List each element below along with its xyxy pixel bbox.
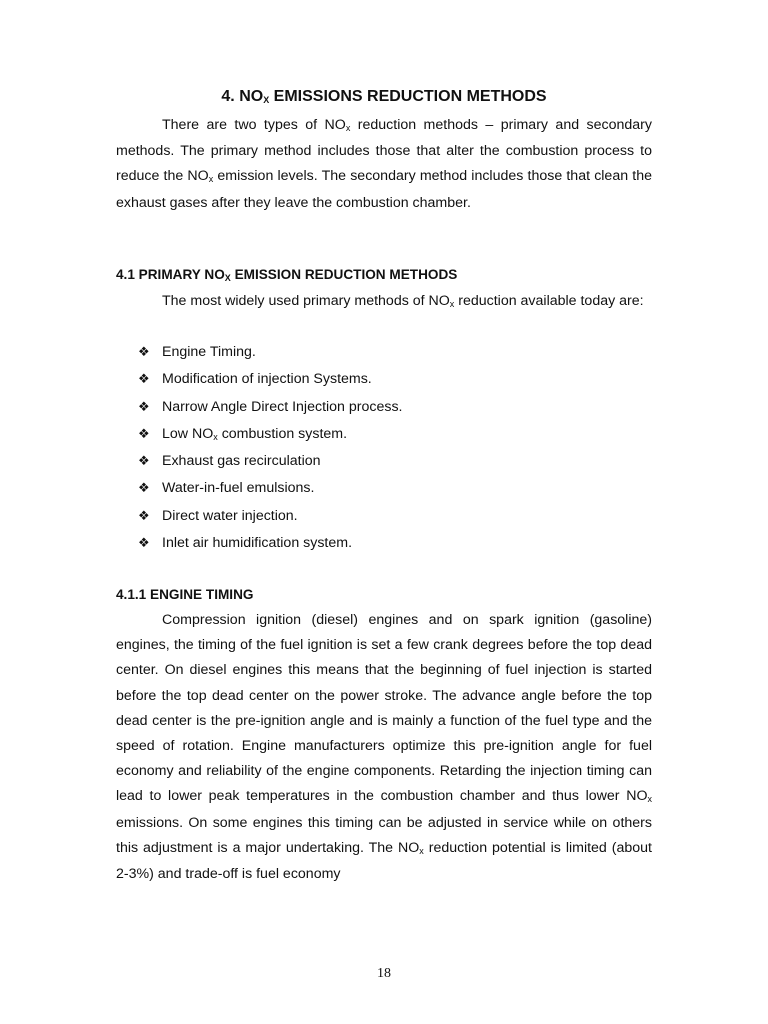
list-item	[116, 531, 652, 558]
intro-text-3: emission levels. The secondary method includes those that clean the exhaust gases after they leave the combustion chamber.	[116, 168, 652, 211]
page-number: 18	[377, 966, 391, 981]
list-item	[116, 504, 652, 531]
list-item-text-suffix: combustion system.	[217, 425, 348, 442]
section-heading-4-1-1: 4.1.1 ENGINE TIMING	[116, 587, 254, 602]
lead-text-1: The most widely used primary methods of NO	[162, 293, 450, 309]
list-item	[116, 476, 652, 503]
bullet-diamond-icon: ❖	[138, 425, 150, 441]
engine-timing-text-2: emissions. On some engines this timing can be adjusted in service while on others this adjustment is a major undertaking. The NO	[116, 814, 652, 856]
engine-timing-subscript-1: x	[647, 794, 652, 805]
heading-4-1-prefix: 4.1 PRIMARY NO	[116, 267, 225, 282]
list-item	[116, 449, 652, 476]
bullet-diamond-icon: ❖	[138, 371, 150, 387]
intro-text-1: There are two types of NO	[162, 117, 346, 133]
section-heading-4-1	[116, 265, 652, 286]
page-title	[116, 86, 652, 109]
engine-timing-subscript-2: x	[419, 845, 424, 856]
title-suffix: EMISSIONS REDUCTION METHODS	[269, 88, 547, 105]
bullet-diamond-icon: ❖	[138, 535, 150, 551]
heading-4-1-subscript: X	[224, 273, 231, 283]
list-item-text: Water-in-fuel emulsions.	[162, 480, 315, 497]
engine-timing-text-3: reduction potential is limited (about 2-3%) and trade-off is fuel economy	[116, 839, 652, 883]
primary-methods-list	[116, 340, 652, 558]
intro-subscript-2: x	[208, 174, 214, 185]
list-item	[116, 422, 652, 449]
intro-text-2: reduction methods – primary and secondary methods. The primary method includes those that alter the combustion process to reduce the NO	[116, 117, 652, 185]
title-prefix: 4. NO	[221, 88, 264, 105]
list-item-text: Exhaust gas recirculation	[162, 453, 321, 470]
title-subscript: X	[263, 95, 270, 105]
list-item-text: Low NO	[162, 425, 214, 442]
bullet-diamond-icon: ❖	[138, 507, 150, 523]
bullet-diamond-icon: ❖	[138, 398, 150, 414]
list-item	[116, 340, 652, 367]
bullet-diamond-icon: ❖	[138, 453, 150, 469]
bullet-diamond-icon: ❖	[138, 344, 150, 359]
intro-subscript-1: x	[345, 123, 351, 133]
list-item-text: Modification of injection Systems.	[162, 371, 372, 388]
engine-timing-text-1: Compression ignition (diesel) engines and on spark ignition (gasoline) engines, the timing of the fuel ignition is set a few crank degrees before the top dead center. On diesel engines this means that the beginning of fuel injection is started before the top dead center on the power stroke. The advance angle before the top dead center is the pre-ignition angle and is mainly a function of the fuel type and the speed of rotation. Engine manufacturers optimize this pre-ignition angle for fuel economy and reliability of the engine components. Retarding the injection timing can lead to lower peak temperatures in the combustion chamber and thus lower NO	[116, 612, 652, 805]
intro-paragraph	[116, 113, 652, 216]
list-item	[116, 395, 652, 422]
list-item-text: Narrow Angle Direct Injection process.	[162, 398, 403, 415]
list-item-text: Engine Timing.	[162, 344, 256, 360]
list-item-text: Inlet air humidification system.	[162, 535, 353, 552]
lead-subscript: x	[449, 299, 455, 309]
lead-text-2: reduction available today are:	[454, 293, 644, 309]
list-item	[116, 367, 652, 394]
bullet-diamond-icon: ❖	[138, 480, 150, 496]
list-item-text: Direct water injection.	[162, 507, 298, 524]
section-4-1-lead	[116, 289, 652, 315]
heading-4-1-suffix: EMISSION REDUCTION METHODS	[230, 267, 458, 282]
list-item-subscript: x	[213, 431, 218, 442]
engine-timing-paragraph	[116, 608, 652, 887]
